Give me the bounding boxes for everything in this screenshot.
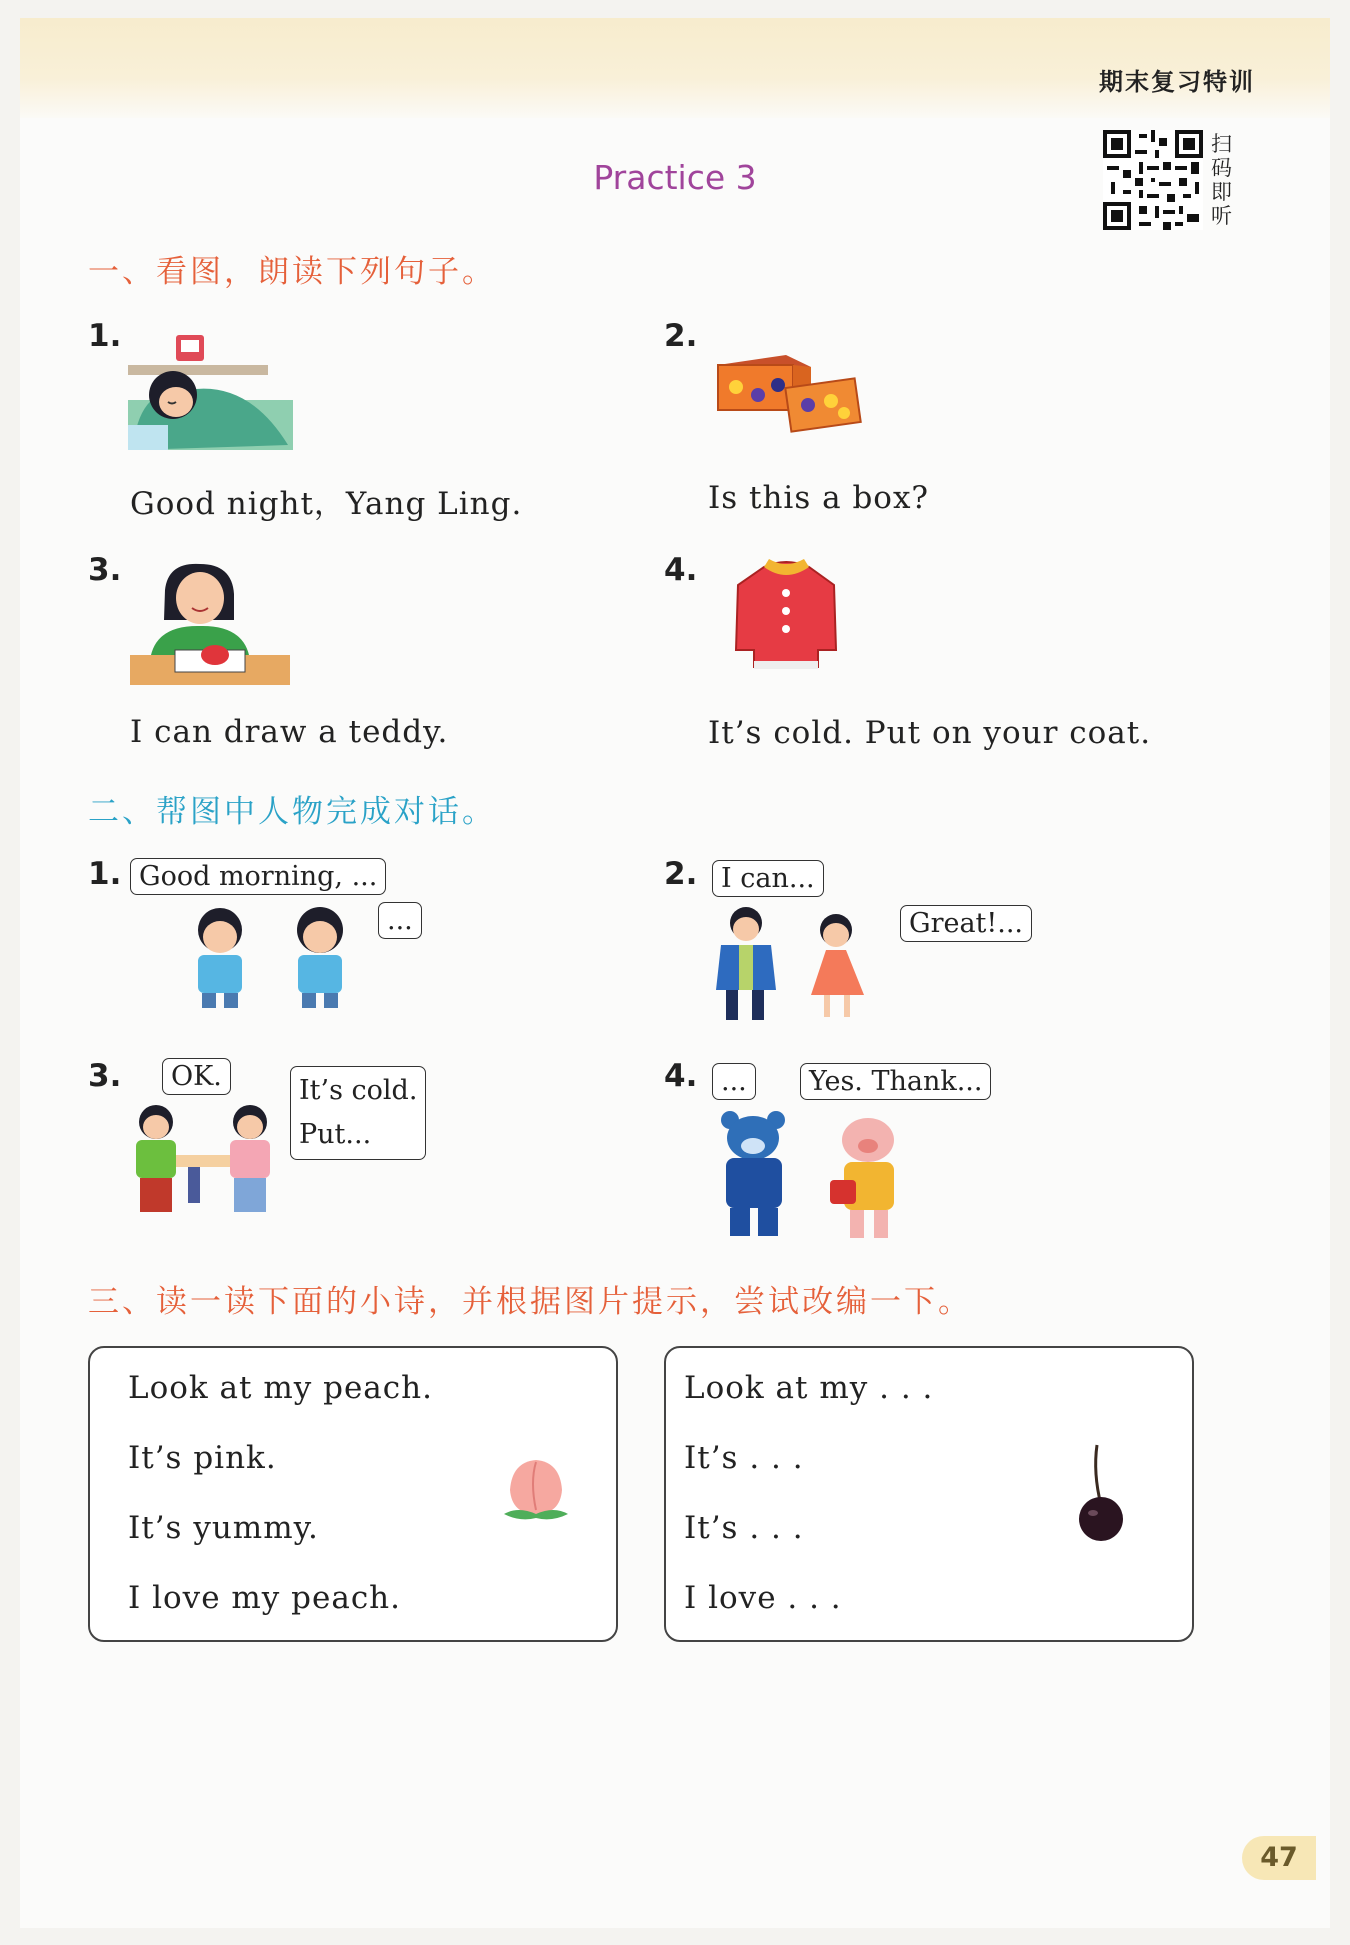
sentence: Is this a box? (708, 480, 930, 516)
item-number: 1. (88, 856, 122, 892)
poem-line: It’s . . . (684, 1510, 804, 1546)
item-number: 3. (88, 552, 122, 588)
poem-line: It’s yummy. (128, 1510, 319, 1546)
speech-bubble: I can... (712, 860, 824, 897)
speech-bubble: OK. (162, 1058, 231, 1095)
qr-label: 扫码即听 (1211, 132, 1232, 228)
girl-drawing-illustration (130, 560, 295, 685)
poem-line: I love . . . (684, 1580, 842, 1616)
sentence: Good night，Yang Ling. (130, 486, 523, 522)
sleeping-girl-illustration (128, 330, 298, 450)
sentence: I can draw a teddy. (130, 714, 449, 750)
item-number: 1. (88, 318, 122, 354)
poem-line: Look at my peach. (128, 1370, 433, 1406)
boxes-illustration (716, 345, 866, 440)
coat-illustration (734, 555, 839, 675)
poem-line: It’s . . . (684, 1440, 804, 1476)
page-title: Practice 3 (593, 158, 757, 197)
boy-singing-girl-dancing-illustration (706, 905, 891, 1025)
item-number: 2. (664, 856, 698, 892)
series-title: 期末复习特训 (1099, 68, 1255, 96)
speech-bubble: ... (378, 902, 422, 939)
speech-bubble: Great!... (900, 905, 1032, 942)
bear-and-pig-illustration (718, 1110, 913, 1245)
two-children-greeting-illustration (190, 905, 360, 1010)
item-number: 2. (664, 318, 698, 354)
girls-with-scarf-illustration (128, 1100, 278, 1215)
peach-icon (500, 1452, 572, 1524)
speech-bubble: Good morning, ... (130, 858, 386, 895)
bubble-line: Put... (299, 1119, 372, 1150)
sentence: It’s cold. Put on your coat. (708, 715, 1152, 751)
poem-line: Look at my . . . (684, 1370, 934, 1406)
speech-bubble: ... (712, 1063, 756, 1100)
item-number: 4. (664, 552, 698, 588)
poem-line: It’s pink. (128, 1440, 277, 1476)
section-2-heading: 二、帮图中人物完成对话。 (88, 794, 496, 830)
cherry-icon (1075, 1443, 1135, 1543)
page-number: 47 (1242, 1836, 1316, 1880)
speech-bubble: Yes. Thank... (800, 1063, 991, 1100)
poem-line: I love my peach. (128, 1580, 402, 1616)
speech-bubble (290, 1066, 426, 1160)
section-1-heading: 一、看图，朗读下列句子。 (88, 254, 496, 290)
item-number: 3. (88, 1058, 122, 1094)
bubble-line: It’s cold. (299, 1075, 418, 1106)
section-3-heading: 三、读一读下面的小诗，并根据图片提示，尝试改编一下。 (88, 1284, 972, 1320)
item-number: 4. (664, 1058, 698, 1094)
